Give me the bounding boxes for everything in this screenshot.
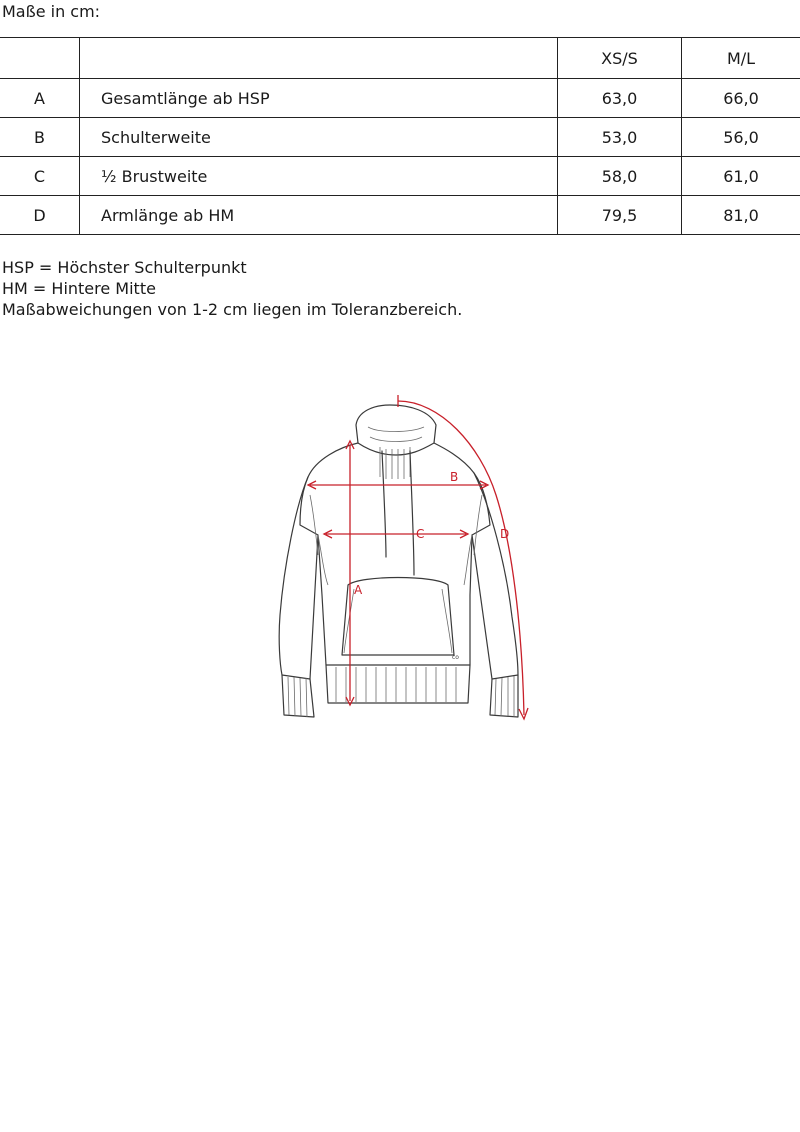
- row-value-m-l: 56,0: [682, 118, 800, 157]
- notes: [2, 257, 462, 320]
- table-row: [0, 157, 800, 196]
- row-key: A: [0, 79, 80, 118]
- table-header-row: [0, 38, 800, 79]
- header-cell: [0, 38, 80, 79]
- row-label: Schulterweite: [80, 118, 558, 157]
- header-size-xs-s: XS/S: [558, 38, 682, 79]
- table-row: [0, 79, 800, 118]
- row-value-m-l: 66,0: [682, 79, 800, 118]
- marker-a: A: [354, 583, 363, 597]
- table-row: [0, 196, 800, 235]
- hoodie-sketch: [279, 405, 518, 717]
- header-cell: [80, 38, 558, 79]
- measure-line-d: [398, 401, 524, 715]
- row-value-xs-s: 79,5: [558, 196, 682, 235]
- row-value-m-l: 61,0: [682, 157, 800, 196]
- size-table: [0, 37, 800, 235]
- row-value-xs-s: 63,0: [558, 79, 682, 118]
- row-value-m-l: 81,0: [682, 196, 800, 235]
- measurement-lines: [308, 395, 528, 719]
- marker-b: B: [450, 470, 459, 484]
- row-label: Armlänge ab HM: [80, 196, 558, 235]
- row-key: D: [0, 196, 80, 235]
- marker-d: D: [500, 527, 510, 541]
- row-label: Gesamtlänge ab HSP: [80, 79, 558, 118]
- hoodie-measurement-diagram: [270, 385, 540, 730]
- row-label: ½ Brustweite: [80, 157, 558, 196]
- note-tolerance: Maßabweichungen von 1-2 cm liegen im Toleranzbereich.: [2, 300, 463, 319]
- page-title: Maße in cm:: [2, 2, 101, 21]
- row-key: B: [0, 118, 80, 157]
- marker-c: C: [416, 527, 425, 541]
- header-size-m-l: M/L: [682, 38, 800, 79]
- note-hm: HM = Hintere Mitte: [2, 279, 156, 298]
- brand-logo-text: co: [452, 654, 459, 661]
- row-value-xs-s: 53,0: [558, 118, 682, 157]
- row-value-xs-s: 58,0: [558, 157, 682, 196]
- note-hsp: HSP = Höchster Schulterpunkt: [2, 258, 247, 277]
- table-row: [0, 118, 800, 157]
- row-key: C: [0, 157, 80, 196]
